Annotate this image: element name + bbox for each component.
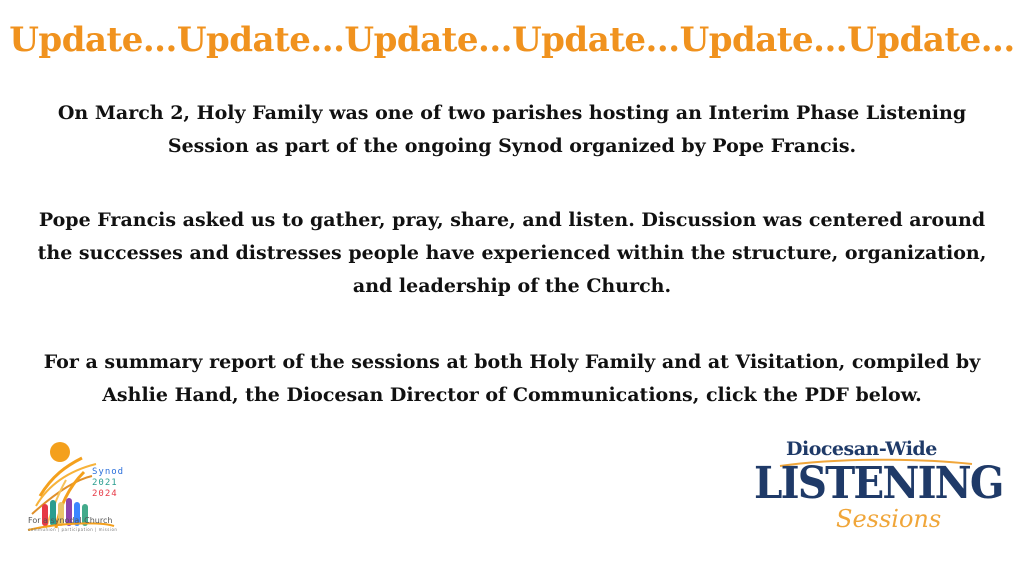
paragraph-pope-francis: Pope Francis asked us to gather, pray, share, and listen. Discussion was centered around the successes and distresses people have experienced within the structure, organization, and leadership of the Church. xyxy=(37,209,987,297)
synod-year-start: 2021 xyxy=(92,478,118,488)
synod-tagline: For a synodal Church xyxy=(28,516,113,525)
synod-year-end: 2024 xyxy=(92,489,118,499)
paragraph-listening-session: On March 2, Holy Family was one of two parishes hosting an Interim Phase Listening Session as part of the ongoing Synod organized by Pope Francis. xyxy=(57,102,967,157)
listening-logo-main: LISTENING xyxy=(754,458,1003,509)
synod-subline: communion | participation | mission xyxy=(28,527,118,532)
paragraph-summary-report: For a summary report of the sessions at both Holy Family and at Visitation, compiled by Ashlie Hand, the Diocesan Director of Communications, click the PDF below. xyxy=(43,351,981,406)
update-headline: Update...Update...Update...Update...Update...Update... xyxy=(9,20,1015,60)
listening-logo-top: Diocesan-Wide xyxy=(786,438,937,460)
synod-word: Synod xyxy=(92,467,125,477)
listening-logo-script: Sessions xyxy=(836,505,942,533)
